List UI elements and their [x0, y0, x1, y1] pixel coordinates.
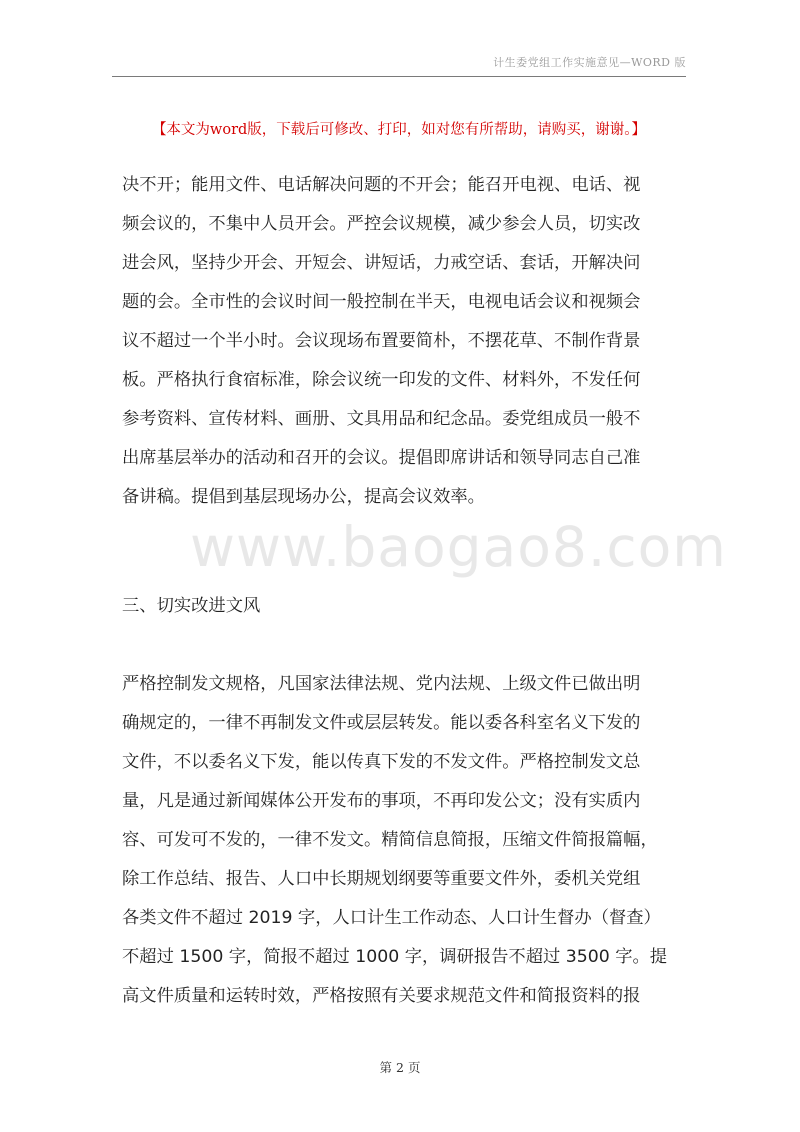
body-line: 议不超过一个半小时。会议现场布置要简朴，不摆花草、不制作背景 — [122, 331, 641, 351]
body-line: 备讲稿。提倡到基层现场办公，提高会议效率。 — [122, 487, 485, 507]
watermark-text: www.baogao8.com — [190, 515, 727, 579]
section-line: 严格控制发文规格，凡国家法律法规、党内法规、上级文件已做出明 — [122, 674, 641, 694]
running-header: 计生委党组工作实施意见—WORD 版 — [493, 56, 686, 69]
body-line: 频会议的，不集中人员开会。严控会议规模，减少参会人员，切实改 — [122, 214, 641, 234]
section-heading: 三、切实改进文风 — [122, 596, 261, 616]
page-number: 第 2 页 — [379, 1060, 421, 1075]
section-line: 量，凡是通过新闻媒体公开发布的事项，不再印发公文；没有实质内 — [122, 791, 641, 811]
section-line: 不超过 1500 字，简报不超过 1000 字，调研报告不超过 3500 字。提 — [122, 947, 668, 967]
section-line: 容、可发可不发的，一律不发文。精简信息简报，压缩文件简报篇幅， — [122, 830, 658, 850]
body-line: 题的会。全市性的会议时间一般控制在半天，电视电话会议和视频会 — [122, 292, 641, 312]
download-notice: 【本文为word版，下载后可修改、打印，如对您有所帮助，请购买，谢谢。】 — [151, 122, 647, 138]
body-line: 进会风，坚持少开会、开短会、讲短话，力戒空话、套话，开解决问 — [122, 253, 641, 273]
body-line: 板。严格执行食宿标准，除会议统一印发的文件、材料外，不发任何 — [122, 370, 641, 390]
body-line: 决不开；能用文件、电话解决问题的不开会；能召开电视、电话、视 — [122, 175, 641, 195]
body-line: 参考资料、宣传材料、画册、文具用品和纪念品。委党组成员一般不 — [122, 409, 641, 429]
body-line: 出席基层举办的活动和召开的会议。提倡即席讲话和领导同志自己准 — [122, 448, 641, 468]
section-line: 高文件质量和运转时效，严格按照有关要求规范文件和简报资料的报 — [122, 986, 641, 1006]
section-line: 文件，不以委名义下发，能以传真下发的不发文件。严格控制发文总 — [122, 752, 641, 772]
section-line: 除工作总结、报告、人口中长期规划纲要等重要文件外，委机关党组 — [122, 869, 641, 889]
section-line: 确规定的，一律不再制发文件或层层转发。能以委各科室名义下发的 — [122, 713, 641, 733]
section-line: 各类文件不超过 2019 字，人口计生工作动态、人口计生督办（督查） — [122, 908, 661, 928]
header-rule — [112, 76, 686, 77]
